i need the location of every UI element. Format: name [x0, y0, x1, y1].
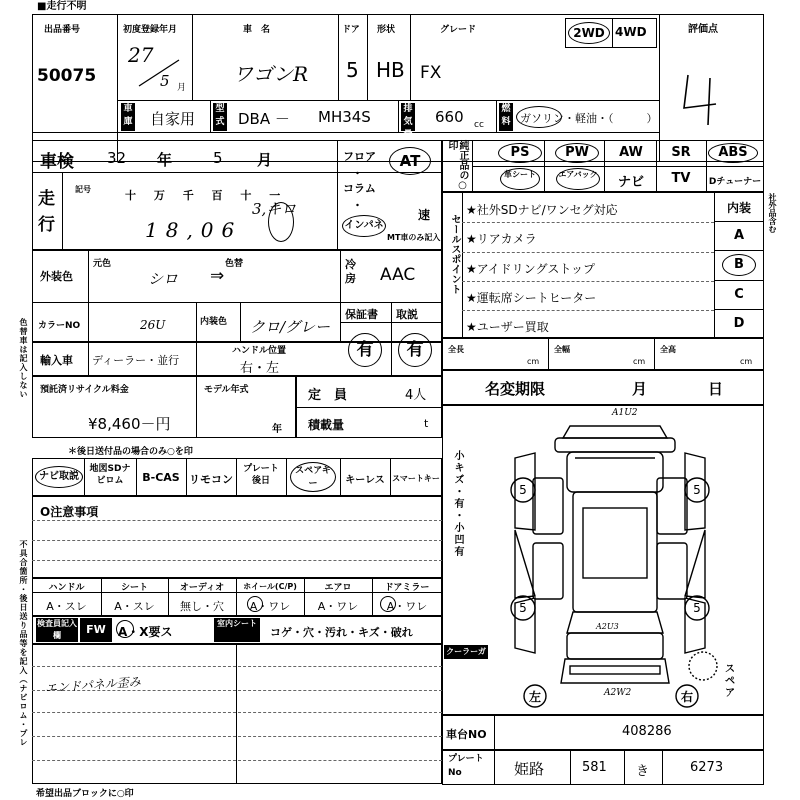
equipment-side-label: 純正品の○印 — [446, 140, 468, 191]
fw-value: A・X要ス — [118, 625, 173, 639]
color-arrow: ⇒ — [210, 266, 225, 286]
equip-ps: PS — [498, 143, 542, 163]
score-handwritten — [678, 70, 728, 130]
name-change-label: 名変期限 — [485, 380, 546, 398]
manual-label: 取説 — [396, 308, 418, 321]
warranty-label: 保証書 — [345, 308, 378, 321]
inspection-year-unit: 年 — [157, 151, 173, 169]
acc-remote: リモコン — [189, 473, 233, 486]
acc-keyless: キーレス — [345, 475, 385, 486]
equip-tv: TV — [671, 171, 691, 186]
inspection-label: 車検 — [40, 152, 74, 172]
plate-class: 581 — [582, 760, 607, 775]
cond-h-mirror: ドアミラー — [384, 583, 430, 593]
model-label: 型式 — [213, 103, 227, 131]
grade-value: FX — [420, 63, 442, 83]
model-value: MH34S — [318, 108, 371, 126]
car-label: 車 名 — [243, 25, 271, 35]
inspection-year: 32 — [107, 149, 127, 167]
fuel-value: ガソリン・軽油・（ ） — [520, 112, 658, 125]
equip-pw: PW — [555, 143, 599, 163]
left-vert-note-2: 不具合箇所・後日送り品等を記入（ナビロム・プレ — [19, 540, 28, 747]
interior-grade-a: A — [733, 228, 745, 243]
capacity-label: 定 員 — [308, 388, 348, 403]
cond-h-seat: シート — [120, 583, 148, 593]
shift-column: コラム — [343, 182, 376, 195]
ac-label: 冷房 — [345, 258, 356, 285]
recycle-label: 預託済リサイクル料金 — [40, 385, 129, 395]
equip-navi: ナビ — [617, 175, 644, 190]
fw-label: FW — [80, 618, 112, 642]
capacity-value: 4人 — [405, 388, 427, 403]
shape-value: HB — [376, 58, 405, 82]
acc-map-sd: 地図SDナビロム — [89, 464, 131, 486]
interior-label: 内装 — [726, 201, 751, 215]
model-prefix: DBA － — [238, 110, 290, 128]
cond-v-wheel: A・ワレ — [249, 600, 291, 613]
interior-seat-value: コゲ・穴・汚れ・キズ・破れ — [270, 626, 413, 639]
change-color-label: 色替 — [225, 259, 244, 269]
grade-label: グレード — [440, 25, 477, 35]
left-vert-note-1: 色替車は記入しない — [19, 318, 28, 399]
interior-color-value: クロ/グレー — [250, 318, 331, 336]
sales-item-5: ★ユーザー買取 — [466, 320, 549, 334]
plate-region: 姫路 — [514, 760, 545, 778]
sales-item-2: ★リアカメラ — [466, 232, 537, 246]
cond-v-aero: A・ワレ — [317, 600, 359, 613]
reg-month-unit: 月 — [177, 83, 187, 93]
score-label: 評価点 — [688, 24, 718, 35]
door-label: ドア — [342, 25, 360, 35]
interior-color-label: 内装色 — [200, 317, 228, 327]
import-label: 輸入車 — [40, 354, 73, 367]
exterior-label: 外装色 — [40, 270, 73, 283]
shift-speed: 速 — [418, 208, 431, 222]
acc-navi-manual: ナビ取説 — [35, 466, 83, 488]
model-year-label: モデル年式 — [204, 385, 249, 395]
load-label: 積載量 — [308, 418, 345, 432]
acc-smart-key: スマートキー — [392, 474, 440, 483]
shift-value: AT — [389, 147, 431, 175]
accessories-note: ＊後日送付品の場合のみ○を印 — [68, 447, 193, 457]
use-value: 自家用 — [150, 110, 196, 128]
name-change-month: 月 — [632, 380, 648, 398]
sales-item-3: ★アイドリングストップ — [466, 262, 595, 276]
diagram-mark-bottom: A2W2 — [604, 688, 632, 698]
manual-value: 有 — [398, 333, 432, 367]
diagram-mark-top: A1U2 — [612, 408, 638, 418]
original-color-value: シロ — [148, 270, 179, 288]
plate-label: プレートNo — [448, 754, 484, 778]
svg-text:5: 5 — [693, 601, 701, 615]
fuel-label: 燃料 — [499, 103, 513, 131]
chassis-value: 408286 — [622, 724, 672, 739]
plate-number: 6273 — [690, 760, 724, 775]
interior-seat-label: 室内シート — [214, 618, 260, 642]
lot-label: 出品番号 — [44, 25, 81, 35]
width-label: 全幅 — [554, 345, 570, 354]
cc-unit: cc — [474, 120, 484, 130]
inspector-label: 検査員記入欄 — [37, 619, 77, 640]
equip-dtuner: Dチューナー — [708, 177, 762, 187]
ac-value: AAC — [380, 265, 416, 285]
svg-text:5: 5 — [693, 483, 701, 497]
handle-value: 右・左 — [240, 361, 280, 376]
cond-h-audio: オーディオ — [179, 583, 225, 593]
shift-mt-note: MT車のみ記入 — [387, 233, 441, 242]
svg-text:5: 5 — [519, 483, 527, 497]
cond-v-handle: A・スレ — [46, 600, 87, 613]
shift-inpane: インパネ — [342, 215, 386, 237]
reg-month: 5 — [160, 72, 170, 90]
sales-side-label: セールスポイント — [449, 214, 460, 294]
car-diagram — [475, 418, 745, 698]
reg-year: 27 — [128, 43, 154, 67]
equip-aw: AW — [619, 145, 643, 160]
interior-grade-b: B — [722, 254, 756, 276]
mileage-units: 十 万 千 百 十 一 — [125, 189, 281, 202]
drive-2wd: 2WD — [568, 22, 610, 44]
cond-h-handle: ハンドル — [48, 583, 85, 593]
model-year-unit: 年 — [272, 424, 282, 435]
mileage-value: 18,06 — [145, 218, 243, 242]
cond-h-aero: エアロ — [324, 583, 352, 593]
equipment-right-vert: 社外品含む — [768, 193, 777, 233]
cond-v-audio: 無し・穴 — [180, 600, 224, 613]
equip-abs: ABS — [708, 143, 758, 163]
acc-bcas: B-CAS — [142, 471, 180, 484]
handle-label: ハンドル位置 — [232, 346, 287, 356]
acc-spare-key: スペアキー — [290, 462, 336, 492]
cond-v-seat: A・スレ — [114, 600, 155, 613]
height-label: 全高 — [660, 345, 676, 354]
diagram-cooler: クーラーガス — [444, 645, 488, 659]
mileage-note: 3,キロ — [252, 200, 297, 218]
door-value: 5 — [346, 58, 359, 82]
cond-h-wheel: ホイール(C/P) — [243, 582, 297, 591]
inspection-month: 5 — [213, 149, 223, 167]
diagram-spare: スペア — [725, 664, 735, 699]
color-no-label: カラーNO — [38, 321, 81, 331]
diagram-left: 左 — [529, 690, 542, 704]
top-note: ■走行不明 — [37, 1, 87, 12]
footer-note: 希望出品ブロックに○印 — [36, 789, 134, 799]
load-unit: t — [424, 417, 429, 430]
color-no-value: 26U — [140, 318, 166, 332]
inspection-month-unit: 月 — [257, 151, 273, 169]
height-unit: cm — [740, 357, 753, 366]
import-value: ディーラー・並行 — [92, 354, 180, 367]
name-change-day: 日 — [708, 380, 724, 398]
mileage-unit-label: 記号 — [75, 185, 91, 194]
interior-grade-c: C — [734, 287, 744, 302]
length-unit: cm — [527, 357, 540, 366]
diagram-right: 右 — [681, 690, 694, 704]
drive-4wd: 4WD — [615, 25, 647, 39]
diagram-mark-front: A2U3 — [596, 622, 619, 631]
sales-item-1: ★社外SDナビ/ワンセグ対応 — [466, 203, 618, 217]
length-label: 全長 — [448, 345, 464, 354]
reg-label: 初度登録年月 — [123, 25, 178, 35]
warranty-value: 有 — [348, 333, 382, 367]
score-value — [740, 110, 750, 128]
cond-v-mirror: A・ワレ — [386, 600, 428, 613]
equip-sr: SR — [671, 145, 691, 160]
equip-airbag: エアバック — [556, 168, 600, 190]
interior-grade-d: D — [733, 316, 745, 331]
svg-text:5: 5 — [519, 601, 527, 615]
shape-label: 形状 — [377, 25, 396, 35]
cc-label: 排気量 — [401, 103, 415, 131]
chassis-label: 車台NO — [446, 728, 487, 741]
car-value: ワゴンR — [233, 62, 309, 86]
notes-handwritten: エンドパネル歪み — [44, 674, 142, 696]
plate-kana: き — [636, 764, 650, 779]
notes-label: O注意事項 — [40, 505, 99, 519]
shift-floor: フロア — [343, 150, 376, 163]
sales-item-4: ★運転席シートヒーター — [466, 291, 597, 305]
acc-plate: プレート後日 — [243, 464, 279, 486]
mileage-label: 走行 — [38, 189, 55, 235]
lot-value: 50075 — [37, 66, 97, 86]
recycle-value: ¥8,460－円 — [88, 415, 171, 433]
original-color-label: 元色 — [93, 259, 112, 269]
use-label: 車庫 — [121, 103, 135, 131]
equip-leather: 革シート — [500, 168, 540, 190]
cc-value: 660 — [435, 108, 464, 126]
diagram-side-label: 小キズ・有・小凹有 — [452, 450, 463, 558]
width-unit: cm — [633, 357, 646, 366]
